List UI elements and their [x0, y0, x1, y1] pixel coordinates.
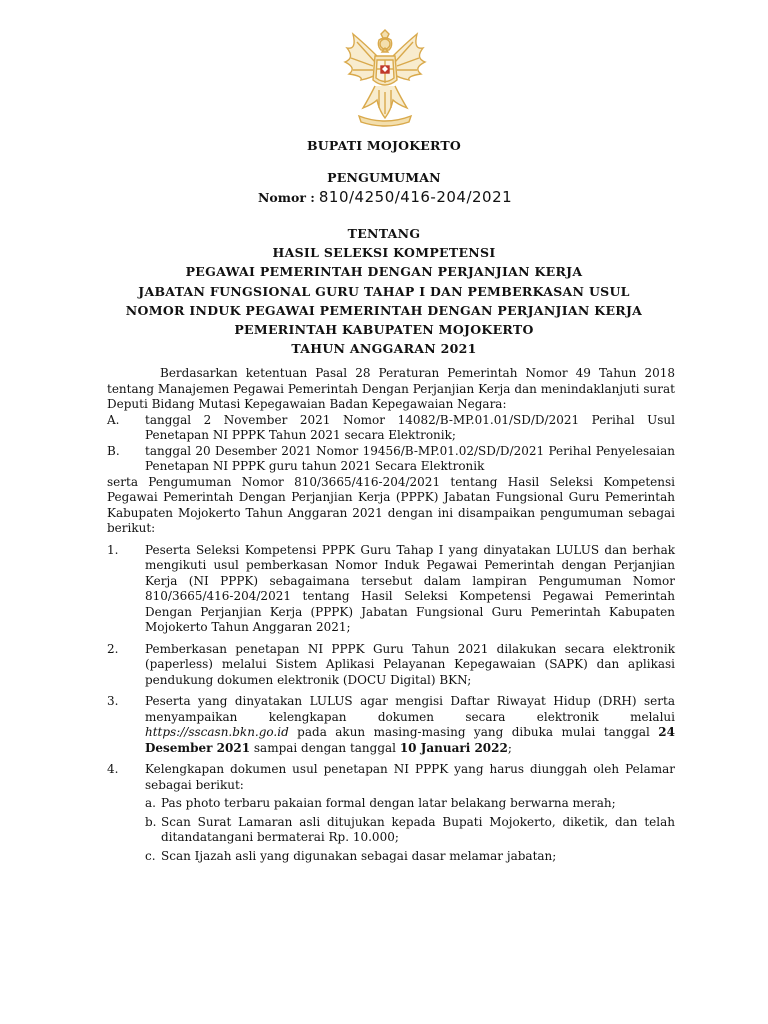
list-item-text: Peserta Seleksi Kompetensi PPPK Guru Tahap I yang dinyatakan LULUS dan berhak mengikuti usul pemberkasan Nomor Induk Pegawai Pemerintah dengan Perjanjian Kerja (NI PPPK) sebagaimana tersebut dalam lampiran Pengumuman Nomor 810/3665/416-204/2021 tentang Hasil Seleksi Kompetensi Pegawai Pemerintah Dengan Perjanjian Kerja (PPPK) Jabatan Fungsional Guru Pemerintah Kabupaten Mojokerto Tahun Anggaran 2021; [145, 542, 675, 634]
announcement-subject [0, 224, 768, 358]
subject-line: PEMERINTAH KABUPATEN MOJOKERTO [234, 322, 534, 338]
announcement-body [107, 366, 675, 864]
list-marker: B. [107, 443, 120, 458]
list-marker: b. [145, 814, 157, 829]
point-2 [107, 642, 675, 689]
intro-paragraph: Berdasarkan ketentuan Pasal 28 Peraturan Pemerintah Nomor 49 Tahun 2018 tentang Manajemen Pegawai Pemerintah Dengan Perjanjian Kerja dan menindaklanjuti surat Deputi Bidang Mutasi Kepegawaian Badan Kepegawaian Negara: [107, 366, 675, 411]
list-marker: c. [145, 848, 156, 863]
list-item-text: tanggal 2 November 2021 Nomor 14082/B-MP.01.01/SD/D/2021 Perihal Usul Penetapan NI PPPK Tahun 2021 secara Elektronik; [145, 412, 675, 442]
start-date: 24 Desember 2021 [145, 725, 675, 755]
list-marker: 4. [107, 762, 119, 776]
reference-item-a [107, 413, 675, 444]
subject-line: PEGAWAI PEMERINTAH DENGAN PERJANJIAN KERJA [185, 264, 583, 280]
list-item-text: Scan Surat Lamaran asli ditujukan kepada Bupati Mojokerto, diketik, dan telah ditandatangani bermaterai Rp. 10.000; [161, 814, 675, 844]
list-marker: A. [107, 412, 120, 427]
reference-item-b [107, 444, 675, 475]
text-fragment: Peserta yang dinyatakan LULUS agar mengisi Daftar Riwayat Hidup (DRH) serta menyampaikan kelengkapan dokumen secara elektronik melalui [145, 694, 675, 724]
list-marker: 1. [107, 542, 119, 557]
subject-line: HASIL SELEKSI KOMPETENSI [272, 245, 496, 261]
requirement-item-a [145, 796, 675, 812]
text-fragment: pada akun masing-masing yang dibuka mulai tanggal [288, 725, 659, 739]
list-item-text: Kelengkapan dokumen usul penetapan NI PPPK yang harus diunggah oleh Pelamar sebagai berikut: [145, 762, 675, 792]
announcement-title: PENGUMUMAN [327, 170, 441, 185]
garuda-emblem-icon [339, 28, 431, 128]
point-3 [107, 694, 675, 756]
point-4 [107, 762, 675, 864]
subject-line: TENTANG [347, 226, 421, 241]
issuer-title: BUPATI MOJOKERTO [307, 138, 461, 153]
list-item-text: tanggal 20 Desember 2021 Nomor 19456/B-MP.01.02/SD/D/2021 Perihal Penyelesaian Penetapan NI PPPK guru tahun 2021 Secara Elektronik [145, 443, 675, 473]
document-requirements-list [145, 796, 675, 864]
list-item-text: Pemberkasan penetapan NI PPPK Guru Tahun 2021 dilakukan secara elektronik (paperless) melalui Sistem Aplikasi Pelayanan Kepegawaian (SAPK) dan aplikasi pendukung dokumen elektronik (DOCU Digital) BKN; [145, 641, 675, 687]
requirement-item-c [145, 849, 675, 865]
subject-line: NOMOR INDUK PEGAWAI PEMERINTAH DENGAN PERJANJIAN KERJA [125, 302, 643, 318]
registration-site-link[interactable]: https://sscasn.bkn.go.id [145, 725, 289, 739]
document-number-label: Nomor : [258, 190, 315, 205]
text-fragment: sampai dengan tanggal [250, 740, 400, 755]
list-marker: 3. [107, 694, 119, 708]
list-item-text: Scan Ijazah asli yang digunakan sebagai dasar melamar jabatan; [161, 848, 557, 863]
list-marker: a. [145, 796, 156, 810]
point-1 [107, 543, 675, 636]
list-item-text: Pas photo terbaru pakaian formal dengan latar belakang berwarna merah; [161, 796, 616, 810]
text-fragment: ; [507, 740, 512, 755]
list-marker: 2. [107, 641, 119, 656]
end-date: 10 Januari 2022 [399, 740, 508, 755]
continuation-paragraph: serta Pengumuman Nomor 810/3665/416-204/2021 tentang Hasil Seleksi Kompetensi Pegawai Pemerintah Dengan Perjanjian Kerja (PPPK) Jabatan Fungsional Guru Pemerintah Kabupaten Mojokerto Tahun Anggaran 2021 dengan ini disampaikan pengumuman sebagai berikut: [107, 474, 675, 535]
subject-line: TAHUN ANGGARAN 2021 [291, 341, 477, 357]
subject-line: JABATAN FUNGSIONAL GURU TAHAP I DAN PEMBERKASAN USUL [138, 283, 630, 299]
requirement-item-b [145, 815, 675, 846]
point-3-text [145, 694, 675, 755]
document-number-value: 810/4250/416-204/2021 [318, 188, 513, 206]
document-number [258, 188, 512, 206]
